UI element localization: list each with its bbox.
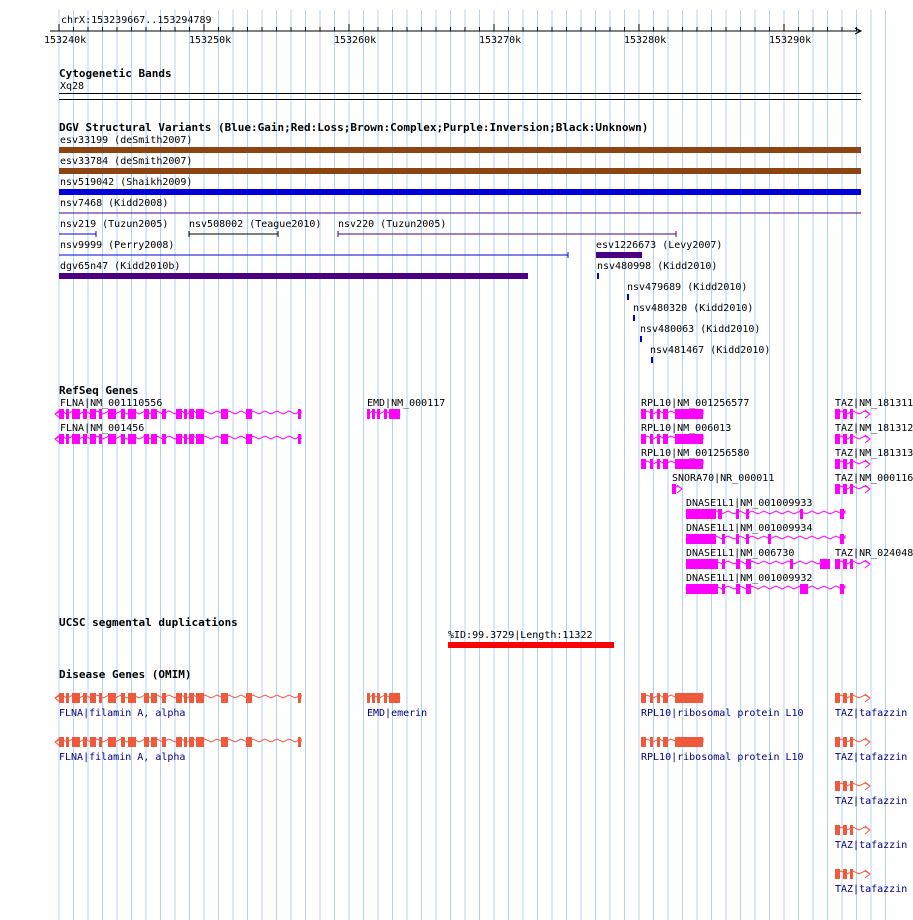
flna-gene-exon [246,409,252,419]
gene-label[interactable]: FLNA|NM_001110556 [60,398,163,409]
variant-label[interactable]: nsv479689 (Kidd2010) [627,282,748,293]
variant-bar [597,273,599,279]
flna-gene-exon [108,434,116,444]
dnase1l1-gene-exon [746,534,749,544]
omim-flna-exon [90,693,96,703]
dnase1l1-gene-exon [840,584,844,594]
omim-gene-label[interactable]: FLNA|filamin A, alpha [59,752,186,763]
emd-gene-exon [377,409,380,419]
track-title-refseq[interactable]: RefSeq Genes [59,384,139,397]
omim-flna-exon [151,693,157,703]
omim-flna-exon [144,693,149,703]
omim-flna-exon [189,737,194,747]
omim-rpl10-exon [641,693,646,703]
omim-emd-exon [389,693,400,703]
flna-gene-exon [176,434,182,444]
omim-taz-exon [843,737,847,747]
taz-gene-exon [850,459,853,469]
omim-flna-exon [298,737,301,747]
rpl10-gene-exon [663,459,668,469]
ruler-tick-label: 153240k [44,35,87,46]
flna-gene-exon [196,434,204,444]
dnase1l1-gene-exon [840,534,844,544]
taz-gene-exon [850,484,853,494]
flna-gene-exon [121,434,125,444]
ruler-tick-label: 153270k [479,35,522,46]
variant-label[interactable]: nsv219 (Tuzun2005) [60,219,169,230]
variant-bar [596,252,642,258]
emd-gene-exon [389,409,400,419]
gene-label[interactable]: TAZ|NM_181313 [835,448,913,459]
flna-gene-exon [90,409,96,419]
flna-gene-exon [184,434,187,444]
dnase1l1-gene-exon [746,559,751,569]
snora70-gene-strand-arrow [677,485,682,493]
flna-gene-exon [151,434,157,444]
dnase1l1-gene-exon [746,509,749,519]
variant-label[interactable]: esv33784 (deSmith2007) [60,156,193,167]
flna-gene-exon [66,434,69,444]
omim-rpl10-exon [650,693,653,703]
rpl10-gene-exon [650,459,653,469]
gene-label[interactable]: RPL10|NM_001256580 [641,448,750,459]
flna-gene-exon [121,409,125,419]
omim-flna-exon [72,693,80,703]
omim-flna-exon [66,737,69,747]
dnase1l1-gene-exon [718,509,722,519]
ruler-tick-label: 153250k [189,35,232,46]
flna-gene-exon [189,409,194,419]
omim-emd-exon [384,693,387,703]
omim-taz-exon [843,869,847,879]
omim-flna-exon [246,737,252,747]
flna-gene-exon [144,434,149,444]
flna-gene-exon [90,434,96,444]
gene-label[interactable]: DNASE1L1|NM_001009933 [686,498,813,509]
emd-gene-exon [384,409,387,419]
taz-gene-exon [850,559,853,569]
omim-gene-label[interactable]: TAZ|tafazzin [835,752,908,763]
omim-rpl10-exon [641,737,646,747]
omim-flna-exon [99,693,102,703]
variant-label[interactable]: nsv7468 (Kidd2008) [60,198,169,209]
flna-gene-exon [298,409,301,419]
omim-gene-label[interactable]: TAZ|tafazzin [835,884,908,895]
variant-bar [633,315,635,321]
taz-gene-exon [843,434,847,444]
omim-flna-exon [162,737,166,747]
flna-gene-exon [184,409,187,419]
flna-gene-exon [83,409,87,419]
omim-taz-exon [850,781,853,791]
taz-gene-exon [843,559,847,569]
dnase1l1-gene-exon [746,584,751,594]
taz-gene-exon [843,459,847,469]
omim-gene-label[interactable]: FLNA|filamin A, alpha [59,708,186,719]
rpl10-gene-exon [657,434,660,444]
flna-gene-exon [151,409,157,419]
segdup-label[interactable]: %ID:99.3729|Length:11322 [448,630,593,641]
variant-label[interactable]: nsv220 (Tuzun2005) [338,219,447,230]
rpl10-gene-exon [641,459,646,469]
omim-taz-strand-arrow [865,826,870,834]
omim-flna-exon [176,693,182,703]
taz-gene-strand-arrow [865,435,870,443]
variant-bar [59,168,861,174]
flna-gene-exon [66,409,69,419]
emd-gene-exon [372,409,375,419]
omim-emd-exon [372,693,375,703]
track-title-dgv[interactable]: DGV Structural Variants (Blue:Gain;Red:Loss;Brown:Complex;Purple:Inversion;Black:Unknown) [59,121,649,134]
variant-bar [59,273,528,279]
taz-gene-exon [850,409,853,419]
omim-flna-exon [121,737,125,747]
omim-taz-strand-arrow [865,738,870,746]
gene-label[interactable]: RPL10|NM_001256577 [641,398,750,409]
flna-gene-exon [221,409,228,419]
taz-gene-exon [835,484,840,494]
dnase1l1-gene-exon [800,584,808,594]
omim-taz-exon [843,693,847,703]
dnase1l1-gene-exon [736,584,740,594]
variant-label[interactable]: nsv480320 (Kidd2010) [633,303,754,314]
omim-flna-exon [176,737,182,747]
variant-bar [59,147,861,153]
variant-bar [59,189,861,195]
cytoband-bar-top [59,93,861,94]
gene-label[interactable]: TAZ|NM_000116 [835,473,913,484]
flna-gene-exon [221,434,228,444]
omim-flna-exon [108,737,116,747]
omim-taz-strand-arrow [865,870,870,878]
omim-flna-exon [66,693,69,703]
rpl10-gene-exon [657,409,660,419]
omim-rpl10-exon [657,693,660,703]
taz-gene-strand-arrow [865,460,870,468]
gene-label[interactable]: DNASE1L1|NM_001009934 [686,523,813,534]
flna-gene-exon [72,434,80,444]
omim-flna-exon [184,693,187,703]
gene-label[interactable]: SNORA70|NR_000011 [672,473,775,484]
rpl10-gene-exon [650,409,653,419]
dnase1l1-gene-exon [722,584,725,594]
cytoband-bar-bottom [59,99,861,100]
taz-gene-exon [850,434,853,444]
flna-gene-exon [108,409,116,419]
omim-flna-exon [151,737,157,747]
taz-gene-strand-arrow [865,410,870,418]
dnase1l1-gene-exon [768,534,771,544]
omim-emd-exon [377,693,380,703]
omim-taz-exon [835,737,840,747]
omim-gene-label[interactable]: TAZ|tafazzin [835,708,908,719]
rpl10-gene-exon [663,409,668,419]
track-title-segdup[interactable]: UCSC segmental duplications [59,616,238,629]
omim-rpl10-exon [650,737,653,747]
flna-gene-exon [128,409,136,419]
omim-flna-exon [83,737,87,747]
variant-label[interactable]: esv33199 (deSmith2007) [60,135,193,146]
omim-flna-exon [99,737,102,747]
variant-label[interactable]: nsv508002 (Teague2010) [189,219,322,230]
variant-bar [640,336,642,342]
dnase1l1-gene-exon [820,559,830,569]
taz-gene-exon [835,434,840,444]
flna-gene-exon [83,434,87,444]
omim-rpl10-exon [663,693,668,703]
omim-taz-exon [835,781,840,791]
ruler-tick-label: 153290k [769,35,812,46]
flna-gene-exon [99,409,102,419]
flna-gene-exon [189,434,194,444]
flna-gene-exon [128,434,136,444]
omim-rpl10-exon [657,737,660,747]
gene-label[interactable]: RPL10|NM_006013 [641,423,732,434]
track-title-omim[interactable]: Disease Genes (OMIM) [59,668,192,681]
flna-gene-exon [246,434,252,444]
gene-label[interactable]: TAZ|NM_181312 [835,423,913,434]
variant-label[interactable]: esv1226673 (Levy2007) [596,240,723,251]
variant-label[interactable]: nsv9999 (Perry2008) [60,240,175,251]
omim-flna-exon [196,693,204,703]
omim-taz-exon [850,737,853,747]
omim-gene-label[interactable]: RPL10|ribosomal protein L10 [641,752,804,763]
segdup-bar [448,642,614,648]
omim-gene-label[interactable]: TAZ|tafazzin [835,840,908,851]
gene-label[interactable]: TAZ|NM_181311 [835,398,913,409]
flna-gene-exon [99,434,102,444]
taz-gene-exon [843,409,847,419]
omim-taz-exon [850,869,853,879]
coordinate-label: chrX:153239667..153294789 [61,15,212,26]
omim-rpl10-exon [663,737,668,747]
omim-gene-label[interactable]: EMD|emerin [367,708,428,719]
omim-taz-exon [835,869,840,879]
taz-gene-exon [843,484,847,494]
variant-bar [651,357,653,363]
omim-flna-exon [128,693,136,703]
variant-label[interactable]: nsv480063 (Kidd2010) [640,324,761,335]
variant-bar [627,294,629,300]
omim-taz-strand-arrow [865,782,870,790]
flna-gene-exon [196,409,204,419]
dnase1l1-gene-exon [790,559,793,569]
taz-gene-exon [835,409,840,419]
omim-flna-exon [72,737,80,747]
rpl10-gene-exon [657,459,660,469]
flna-gene-exon [72,409,80,419]
rpl10-gene-exon [663,434,668,444]
variant-label[interactable]: dgv65n47 (Kidd2010b) [60,261,181,272]
omim-flna-exon [128,737,136,747]
omim-flna-exon [90,737,96,747]
omim-taz-exon [835,693,840,703]
omim-flna-exon [196,737,204,747]
taz-gene-exon [835,459,840,469]
omim-flna-exon [221,737,228,747]
snora70-gene-exon [672,484,676,494]
dnase1l1-gene-exon [736,509,739,519]
omim-taz-exon [843,825,847,835]
dnase1l1-gene-exon [840,509,844,519]
emd-gene-exon [367,409,370,419]
omim-flna-exon [162,693,166,703]
omim-flna-exon [221,693,228,703]
omim-flna-exon [108,693,116,703]
taz-gene-strand-arrow [865,560,870,568]
flna-gene-exon [176,409,182,419]
omim-flna-exon [83,693,87,703]
gene-label[interactable]: EMD|NM_000117 [367,398,446,409]
rpl10-gene-exon [650,434,653,444]
track-title-cytoband[interactable]: Cytogenetic Bands [59,67,172,80]
gene-label[interactable]: DNASE1L1|NM_001009932 [686,573,813,584]
variant-label[interactable]: nsv480998 (Kidd2010) [597,261,718,272]
gene-label[interactable]: TAZ|NR_024048 [835,548,913,559]
omim-flna-exon [121,693,125,703]
omim-taz-exon [835,825,840,835]
omim-taz-exon [850,693,853,703]
omim-flna-exon [144,737,149,747]
rpl10-gene-exon [641,434,646,444]
ruler-tick-label: 153280k [624,35,667,46]
omim-gene-label[interactable]: TAZ|tafazzin [835,796,908,807]
flna-gene-exon [162,434,166,444]
omim-taz-strand-arrow [865,694,870,702]
rpl10-gene-exon [641,409,646,419]
dnase1l1-gene-exon [722,534,725,544]
omim-taz-exon [843,781,847,791]
gene-label[interactable]: DNASE1L1|NM_006730 [686,548,795,559]
omim-emd-exon [367,693,370,703]
cytoband-label[interactable]: Xq28 [60,81,85,92]
flna-gene-exon [144,409,149,419]
gene-label[interactable]: FLNA|NM_001456 [60,423,145,434]
flna-gene-exon [298,434,301,444]
dnase1l1-gene-exon [722,559,725,569]
ruler-tick-label: 153260k [334,35,377,46]
variant-label[interactable]: nsv481467 (Kidd2010) [650,345,771,356]
dnase1l1-gene-exon [800,509,803,519]
omim-taz-exon [850,825,853,835]
flna-gene-exon [162,409,166,419]
omim-flna-exon [298,693,301,703]
variant-label[interactable]: nsv519042 (Shaikh2009) [60,177,193,188]
dnase1l1-gene-exon [736,534,739,544]
omim-gene-label[interactable]: RPL10|ribosomal protein L10 [641,708,804,719]
taz-gene-exon [835,559,840,569]
dnase1l1-gene-exon [736,559,740,569]
omim-flna-exon [189,693,194,703]
omim-flna-exon [246,693,252,703]
taz-gene-strand-arrow [865,485,870,493]
omim-flna-exon [184,737,187,747]
